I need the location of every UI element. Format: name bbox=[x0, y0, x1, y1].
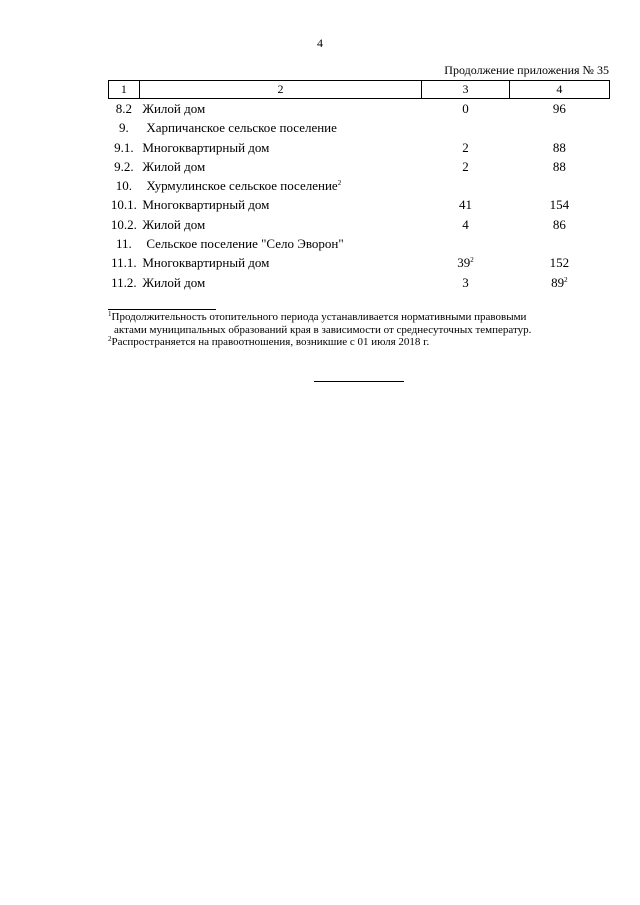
row-number: 9. bbox=[119, 120, 129, 136]
table-row bbox=[109, 253, 610, 272]
row-col4 bbox=[509, 118, 609, 137]
row-name: Многоквартирный дом bbox=[142, 255, 270, 271]
row-col4-cell bbox=[509, 273, 609, 292]
row-col4: 152 bbox=[549, 255, 570, 271]
footnote-text: Продолжительность отопительного периода устанавливается нормативными правовыми bbox=[111, 311, 527, 323]
row-number: 11.1. bbox=[111, 255, 137, 271]
footnote-1 bbox=[108, 311, 610, 324]
row-name: Харпичанское сельское поселение bbox=[146, 120, 337, 136]
footnote-2 bbox=[108, 336, 610, 349]
heating-period-table bbox=[108, 80, 610, 292]
row-name: Сельское поселение "Село Эворон" bbox=[146, 236, 344, 252]
row-col4: 96 bbox=[552, 101, 566, 116]
footnote-mark: 2 bbox=[108, 335, 112, 343]
row-col4: 89 bbox=[551, 274, 565, 290]
end-divider bbox=[314, 381, 404, 382]
row-name: Жилой дом bbox=[142, 216, 206, 232]
table-row bbox=[109, 99, 610, 119]
row-name: Жилой дом bbox=[142, 274, 206, 290]
row-name: Хурмулинское сельское поселение bbox=[146, 178, 338, 194]
row-col3: 4 bbox=[462, 216, 469, 232]
header-cell-2: 2 bbox=[139, 81, 421, 99]
row-col4: 88 bbox=[552, 139, 566, 155]
row-col3: 39 bbox=[457, 255, 471, 271]
footnote-1-continuation: актами муниципальных образований края в зависимости от среднесуточных температур. bbox=[114, 323, 532, 336]
row-col3 bbox=[422, 234, 510, 253]
row-col3 bbox=[422, 176, 510, 195]
footnote-ref: 2 bbox=[470, 256, 474, 265]
row-col3: 41 bbox=[458, 197, 472, 213]
row-number: 11. bbox=[116, 236, 132, 252]
row-number: 8.2 bbox=[115, 101, 133, 116]
footnote-mark: 1 bbox=[108, 310, 112, 318]
row-col3: 3 bbox=[462, 274, 469, 290]
row-col3: 2 bbox=[462, 158, 469, 174]
row-name: Многоквартирный дом bbox=[142, 197, 270, 213]
row-col3: 2 bbox=[462, 139, 469, 155]
footnote-text: Распространяется на правоотношения, возникшие с 01 июля 2018 г. bbox=[111, 336, 430, 348]
row-col3: 0 bbox=[462, 101, 469, 116]
table-row bbox=[109, 215, 610, 234]
table-row bbox=[109, 273, 610, 292]
row-col3-cell bbox=[422, 253, 510, 272]
header-cell-3: 3 bbox=[422, 81, 510, 99]
footnote-ref: 2 bbox=[337, 179, 342, 188]
row-name: Многоквартирный дом bbox=[142, 139, 270, 155]
header-cell-1: 1 bbox=[109, 81, 140, 99]
row-number: 10.1. bbox=[110, 197, 137, 213]
table-row-section bbox=[109, 176, 610, 195]
row-col4: 86 bbox=[552, 216, 566, 232]
row-col4: 88 bbox=[552, 158, 566, 174]
row-number: 11.2. bbox=[111, 274, 137, 290]
row-name-cell bbox=[139, 176, 421, 195]
table-header-row bbox=[109, 81, 610, 99]
row-col4 bbox=[509, 234, 609, 253]
table-row bbox=[109, 157, 610, 176]
page-number: 4 bbox=[317, 36, 323, 50]
appendix-continuation-label: Продолжение приложения № 35 bbox=[444, 63, 609, 77]
row-number: 10. bbox=[115, 178, 133, 194]
row-col4 bbox=[509, 176, 609, 195]
row-number: 9.1. bbox=[114, 139, 134, 155]
footnotes bbox=[108, 311, 610, 349]
footnote-divider bbox=[108, 309, 216, 310]
row-name: Жилой дом bbox=[142, 158, 206, 174]
table-row bbox=[109, 138, 610, 157]
row-col3 bbox=[422, 118, 510, 137]
row-number: 10.2. bbox=[110, 216, 137, 232]
row-col4: 154 bbox=[549, 197, 570, 213]
row-name: Жилой дом bbox=[142, 101, 206, 116]
table-row-section bbox=[109, 118, 610, 137]
table-row-section bbox=[109, 234, 610, 253]
table-row bbox=[109, 195, 610, 214]
header-cell-4: 4 bbox=[509, 81, 609, 99]
row-number: 9.2. bbox=[114, 158, 134, 174]
footnote-ref: 2 bbox=[564, 275, 568, 284]
